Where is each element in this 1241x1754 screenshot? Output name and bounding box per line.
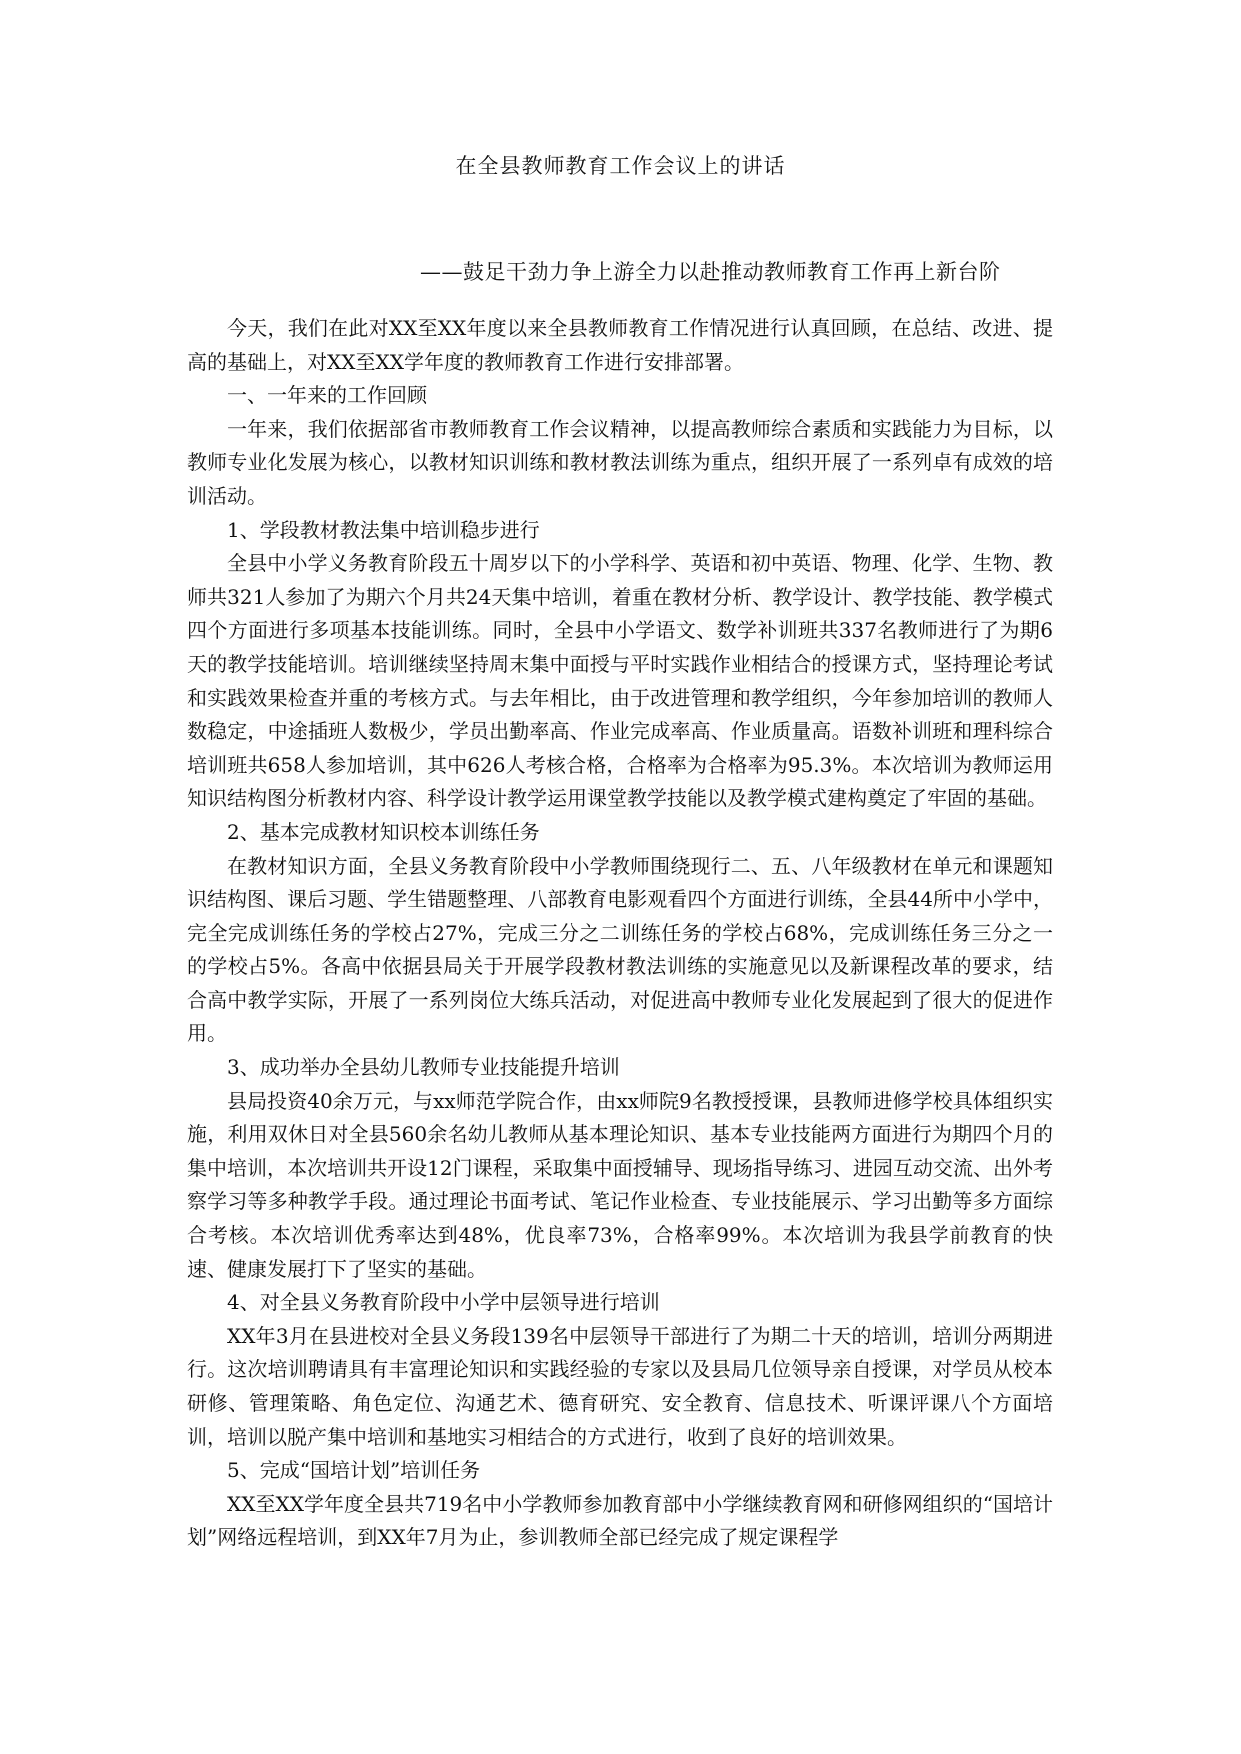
paragraph: XX年3月在县进校对全县义务段139名中层领导干部进行了为期二十天的培训，培训分两期进行。这次培训聘请具有丰富理论知识和实践经验的专家以及县局几位领导亲自授课，对学员从校本研修、管理策略、角色定位、沟通艺术、德育研究、安全教育、信息技术、听课评课八个方面培训，培训以脱产集中培训和基地实习相结合的方式进行，收到了良好的培训效果。 — [187, 1323, 1053, 1449]
subsection-heading: 3、成功举办全县幼儿教师专业技能提升培训 — [227, 1055, 620, 1080]
paragraph: 在教材知识方面，全县义务教育阶段中小学教师围绕现行二、五、八年级教材在单元和课题知识结构图、课后习题、学生错题整理、八部教育电影观看四个方面进行训练，全县44所中小学中，完全完成训练任务的学校占27%，完成三分之二训练任务的学校占68%，完成训练任务三分之一的学校占5%。各高中依据县局关于开展学段教材教法训练的实施意见以及新课程改革的要求，结合高中教学实际，开展了一系列岗位大练兵活动，对促进高中教师专业化发展起到了很大的促进作用。 — [187, 853, 1053, 1046]
document-subtitle: ——鼓足干劲力争上游全力以赴推动教师教育工作再上新台阶 — [420, 260, 1001, 284]
paragraph: 今天，我们在此对XX至XX年度以来全县教师教育工作情况进行认真回顾，在总结、改进、提高的基础上，对XX至XX学年度的教师教育工作进行安排部署。 — [187, 316, 1053, 374]
paragraph: XX至XX学年度全县共719名中小学教师参加教育部中小学继续教育网和研修网组织的“国培计划”网络远程培训，到XX年7月为止，参训教师全部已经完成了规定课程学 — [187, 1491, 1053, 1550]
paragraph: 县局投资40余万元，与xx师范学院合作，由xx师院9名教授授课，县教师进修学校具体组织实施，利用双休日对全县560余名幼儿教师从基本理论知识、基本专业技能两方面进行为期四个月的集中培训，本次培训共开设12门课程，采取集中面授辅导、现场指导练习、进园互动交流、出外考察学习等多种教学手段。通过理论书面考试、笔记作业检查、专业技能展示、学习出勤等多方面综合考核。本次培训优秀率达到48%，优良率73%，合格率99%。本次培训为我县学前教育的快速、健康发展打下了坚实的基础。 — [187, 1088, 1053, 1281]
subsection-heading: 2、基本完成教材知识校本训练任务 — [227, 819, 540, 844]
document-title: 在全县教师教育工作会议上的讲话 — [455, 154, 786, 178]
document-body — [187, 312, 1053, 1555]
paragraph: 全县中小学义务教育阶段五十周岁以下的小学科学、英语和初中英语、物理、化学、生物、教师共321人参加了为期六个月共24天集中培训，着重在教材分析、教学设计、教学技能、教学模式四个方面进行多项基本技能训练。同时，全县中小学语文、数学补训班共337名教师进行了为期6天的教学技能培训。培训继续坚持周末集中面授与平时实践作业相结合的授课方式，坚持理论考试和实践效果检查并重的考核方式。与去年相比，由于改进管理和教学组织，今年参加培训的教师人数稳定，中途插班人数极少，学员出勤率高、作业完成率高、作业质量高。语数补训班和理科综合培训班共658人参加培训，其中626人考核合格，合格率为合格率为95.3%。本次培训为教师运用知识结构图分析教材内容、科学设计教学运用课堂教学技能以及教学模式建构奠定了牢固的基础。 — [187, 551, 1053, 811]
subsection-heading: 4、对全县义务教育阶段中小学中层领导进行培训 — [227, 1290, 660, 1315]
subsection-heading: 1、学段教材教法集中培训稳步进行 — [227, 517, 540, 542]
section-heading: 一、一年来的工作回顾 — [227, 383, 427, 408]
paragraph: 一年来，我们依据部省市教师教育工作会议精神，以提高教师综合素质和实践能力为目标，以教师专业化发展为核心，以教材知识训练和教材教法训练为重点，组织开展了一系列卓有成效的培训活动。 — [187, 416, 1053, 508]
subsection-heading: 5、完成“国培计划”培训任务 — [227, 1458, 481, 1483]
